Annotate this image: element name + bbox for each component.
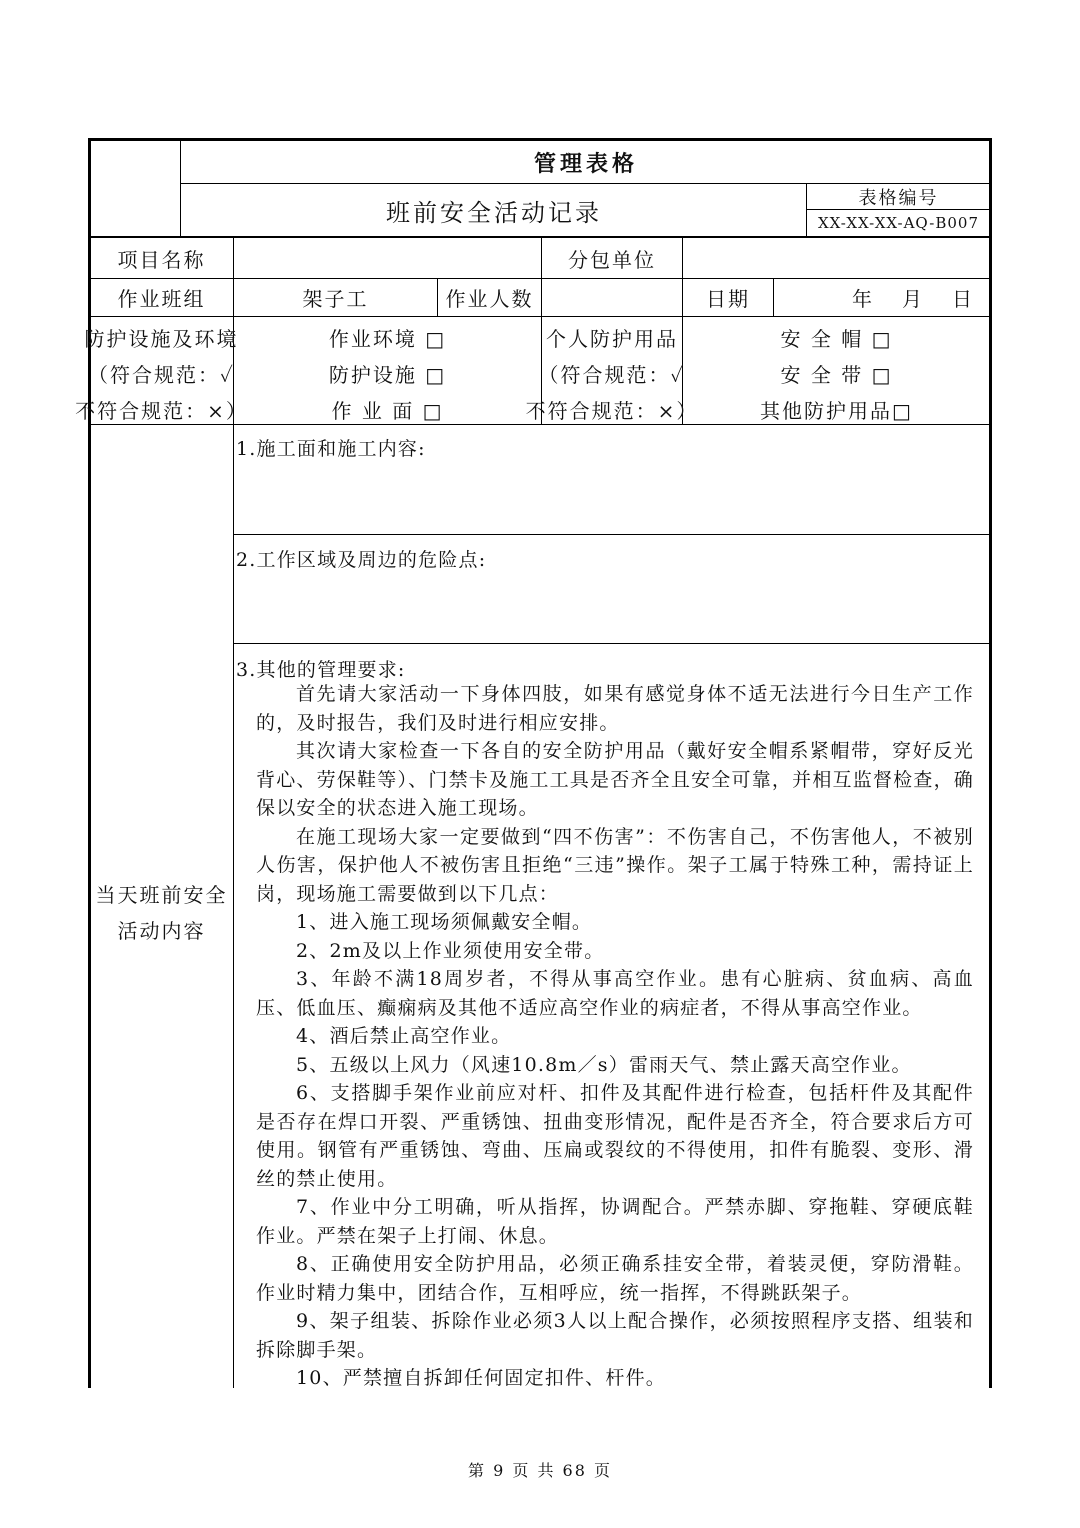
ppe-label-line2: （符合规范：✓ — [538, 362, 686, 387]
project-name-field[interactable] — [234, 239, 541, 278]
requirement-item: 8、正确使用安全防护用品，必须正确系挂安全带，着装灵便，穿防滑鞋。作业时精力集中，团结合作，互相呼应，统一指挥，不得跳跃架子。 — [256, 1253, 974, 1304]
requirement-item: 6、支搭脚手架作业前应对杆、扣件及其配件进行检查，包括杆件及其配件是否存在焊口开裂、严重锈蚀、扭曲变形情况，配件是否齐全，符合要求后方可使用。钢管有严重锈蚀、弯曲、压扁或裂纹的不得使用，扣件有脆裂、变形、滑丝的禁止使用。 — [256, 1082, 974, 1190]
row2-bottom-line — [90, 316, 990, 317]
section-work-content: 1.施工面和施工内容: — [236, 438, 426, 460]
header-logo-divider — [180, 140, 181, 236]
date-day: 日 — [952, 287, 974, 311]
other-ppe-checkbox[interactable]: 其他防护用品□ — [760, 398, 913, 423]
requirement-item: 7、作业中分工明确，听从指挥，协调配合。严禁赤脚、穿拖鞋、穿硬底鞋作业。严禁在架子上打闹、休息。 — [256, 1196, 974, 1247]
section-hazards: 2.工作区域及周边的危险点: — [236, 549, 487, 571]
safety-helmet-checkbox[interactable]: 安 全 帽 □ — [780, 326, 893, 351]
date-field[interactable] — [774, 279, 990, 316]
date-year: 年 — [852, 287, 874, 311]
ppe-label-line1: 个人防护用品 — [546, 326, 678, 351]
requirement-item: 4、酒后禁止高空作业。 — [296, 1025, 512, 1047]
env-label-line1: 防护设施及环境 — [84, 326, 239, 351]
worker-count-label: 作业人数 — [445, 287, 534, 311]
requirement-item: 1、进入施工现场须佩戴安全帽。 — [296, 911, 593, 933]
requirement-item: 9、架子组装、拆除作业必须3人以上配合操作，必须按照程序支搭、组装和拆除脚手架。 — [256, 1310, 974, 1361]
work-team-value[interactable]: 架子工 — [302, 287, 369, 311]
requirement-paragraph: 其次请大家检查一下各自的安全防护用品（戴好安全帽系紧帽带，穿好反光背心、劳保鞋等）、门禁卡及施工工具是否齐全且安全可靠，并相互监督检查，确保以安全的状态进入施工现场。 — [256, 740, 974, 819]
project-name-label: 项目名称 — [117, 248, 206, 272]
ppe-label-line3: 不符合规范：×） — [525, 398, 699, 423]
form-name: 班前安全活动记录 — [386, 198, 602, 227]
requirements-text — [256, 680, 974, 1393]
section-other-requirements: 3.其他的管理要求: — [236, 659, 406, 681]
section2-bottom-line — [233, 643, 990, 644]
activity-label-line2: 活动内容 — [117, 918, 206, 943]
requirement-item: 3、年龄不满18周岁者，不得从事高空作业。患有心脏病、贫血病、高血压、低血压、癫痫病及其他不适应高空作业的病症者，不得从事高空作业。 — [256, 968, 974, 1019]
work-environment-checkbox[interactable]: 作业环境 □ — [328, 326, 447, 351]
page-number: 第 9 页 共 68 页 — [468, 1461, 612, 1480]
subcontractor-label: 分包单位 — [568, 248, 656, 272]
requirement-item: 5、五级以上风力（风速10.8m／s）雷雨天气、禁止露天高空作业。 — [296, 1053, 912, 1076]
requirement-item: 10、严禁擅自拆卸任何固定扣件、杆件。 — [296, 1367, 666, 1389]
safety-belt-checkbox[interactable]: 安 全 带 □ — [780, 362, 893, 387]
form-code-value: XX-XX-XX-AQ-B007 — [817, 214, 979, 232]
subcontractor-field[interactable] — [683, 239, 990, 278]
form-code-label: 表格编号 — [858, 187, 939, 209]
requirement-paragraph: 在施工现场大家一定要做到“四不伤害”：不伤害自己，不伤害他人，不被别人伤害，保护他人不被伤害且拒绝“三违”操作。架子工属于特殊工种，需持证上岗，现场施工需要做到以下几点： — [256, 825, 974, 905]
section1-bottom-line — [233, 534, 990, 535]
requirement-paragraph: 首先请大家活动一下身体四肢，如果有感觉身体不适无法进行今日生产工作的，及时报告，我们及时进行相应安排。 — [256, 683, 974, 734]
date-month: 月 — [902, 287, 924, 311]
work-surface-checkbox[interactable]: 作 业 面 □ — [331, 398, 444, 423]
activity-label-line1: 当天班前安全 — [95, 882, 228, 907]
work-team-label: 作业班组 — [117, 287, 206, 311]
requirement-item: 2、2m及以上作业须使用安全带。 — [296, 939, 605, 962]
env-label-line2: （符合规范：✓ — [88, 362, 235, 387]
header-bottom-line — [88, 236, 992, 238]
protective-facility-checkbox[interactable]: 防护设施 □ — [328, 362, 447, 387]
worker-count-field[interactable] — [542, 279, 682, 316]
env-label-line3: 不符合规范：×） — [75, 398, 248, 423]
date-label: 日期 — [706, 287, 750, 311]
form-category-title: 管理表格 — [533, 151, 638, 177]
